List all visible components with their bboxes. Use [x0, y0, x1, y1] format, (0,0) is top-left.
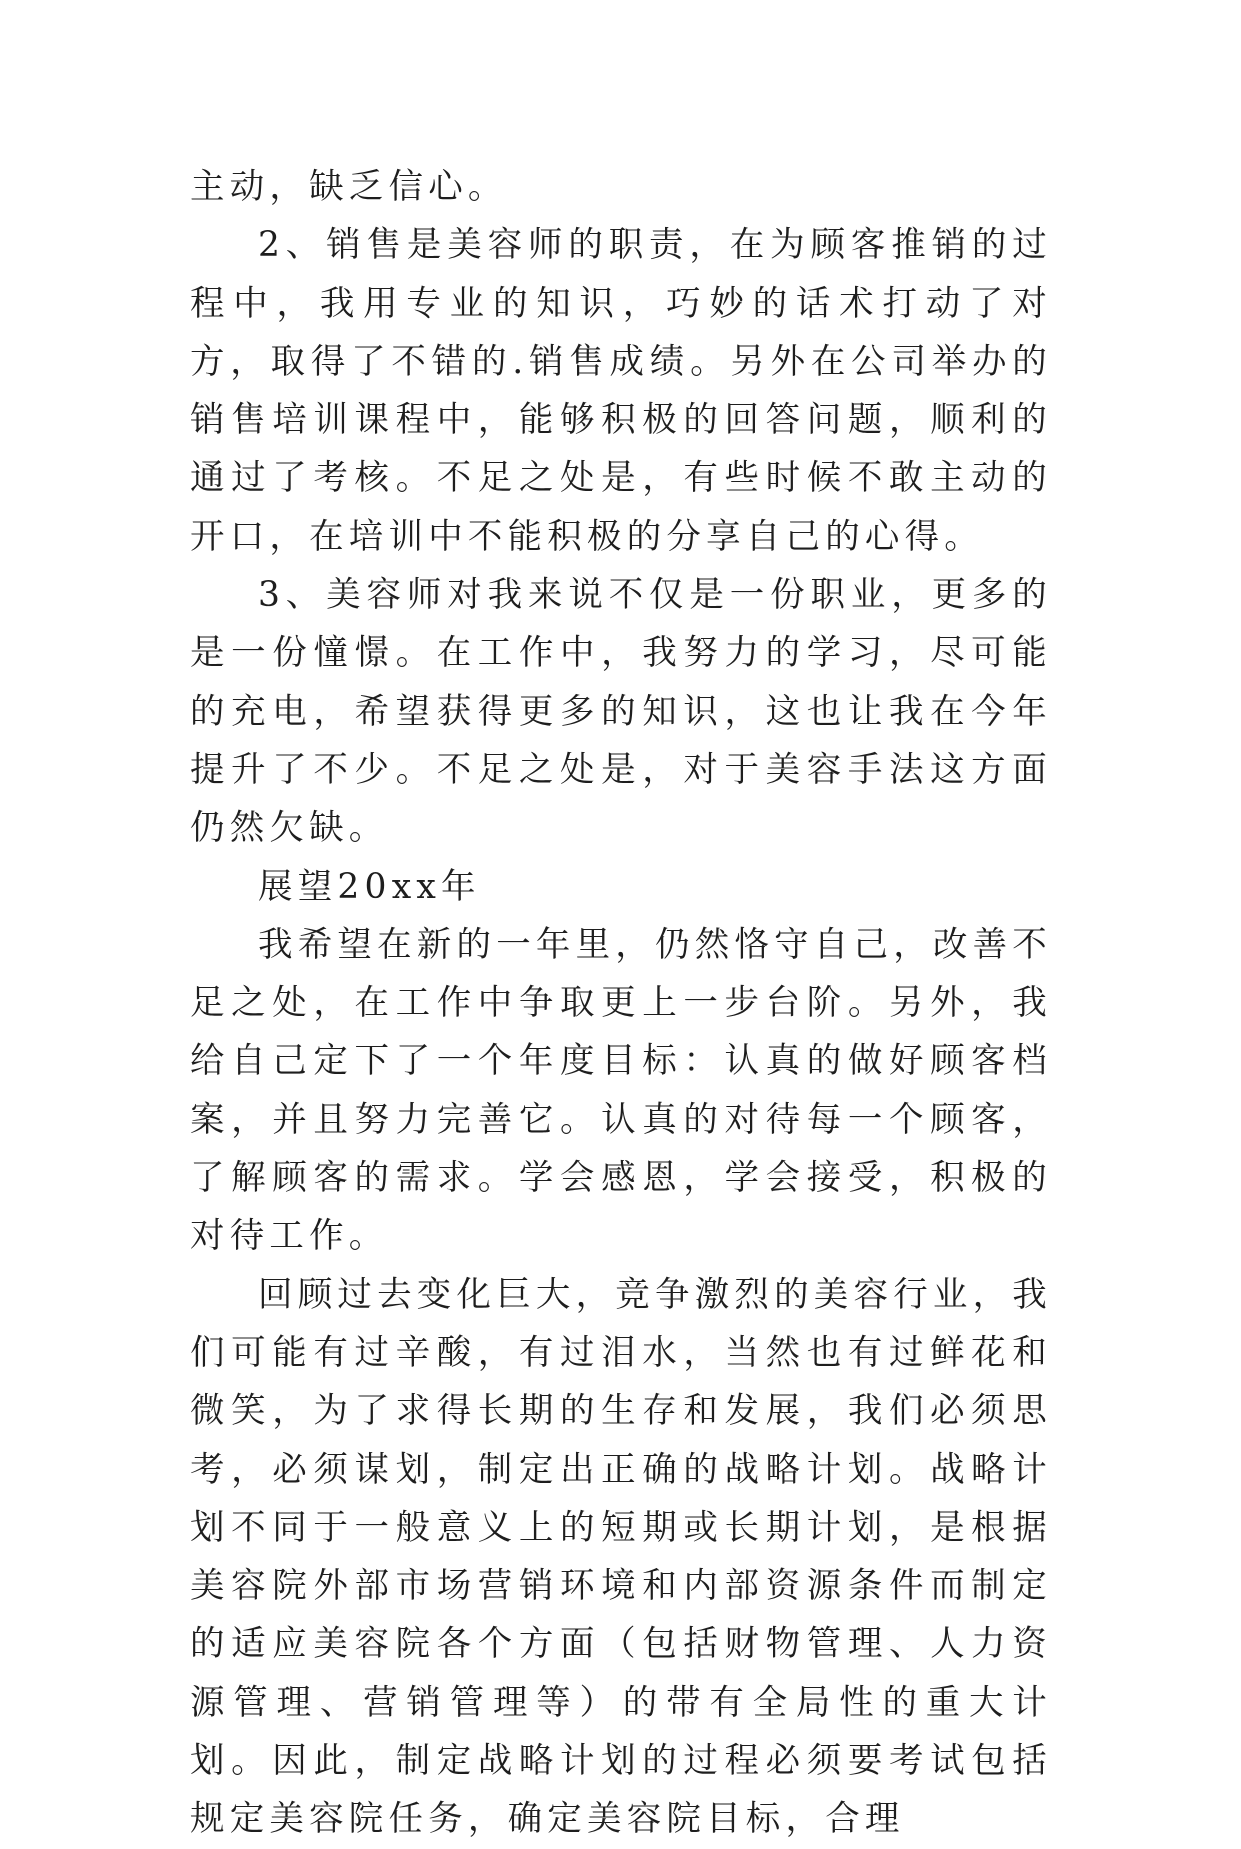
paragraph-strategy: 回顾过去变化巨大，竞争激烈的美容行业，我们可能有过辛酸，有过泪水，当然也有过鲜花和微笑，为了求得长期的生存和发展，我们必须思考，必须谋划，制定出正确的战略计划。战略计划不同于一般意义上的短期或长期计划，是根据美容院外部市场营销环境和内部资源条件而制定的适应美容院各个方面（包括财物管理、人力资源管理、营销管理等）的带有全局性的重大计划。因此，制定战略计划的过程必须要考试包括规定美容院任务，确定美容院目标，合理 — [190, 1274, 1052, 1840]
paragraph-continuation: 主动，缺乏信心。 — [190, 167, 508, 207]
section-heading: 展望20xx年 — [258, 866, 481, 907]
document-body — [190, 158, 1052, 1849]
paragraph-item-3: 3、美容师对我来说不仅是一份职业，更多的是一份憧憬。在工作中，我努力的学习，尽可能的充电，希望获得更多的知识，这也让我在今年提升了不少。不足之处是，对于美容手法这方面仍然欠缺。 — [190, 575, 1052, 849]
paragraph-outlook: 我希望在新的一年里，仍然恪守自己，改善不足之处，在工作中争取更上一步台阶。另外，我给自己定下了一个年度目标：认真的做好顾客档案，并且努力完善它。认真的对待每一个顾客，了解顾客的需求。学会感恩，学会接受，积极的对待工作。 — [190, 924, 1052, 1257]
paragraph-item-2: 2、销售是美容师的职责，在为顾客推销的过程中，我用专业的知识，巧妙的话术打动了对方，取得了不错的.销售成绩。另外在公司举办的销售培训课程中，能够积极的回答问题，顺利的通过了考核。不足之处是，有些时候不敢主动的开口，在培训中不能积极的分享自己的心得。 — [190, 225, 1052, 557]
